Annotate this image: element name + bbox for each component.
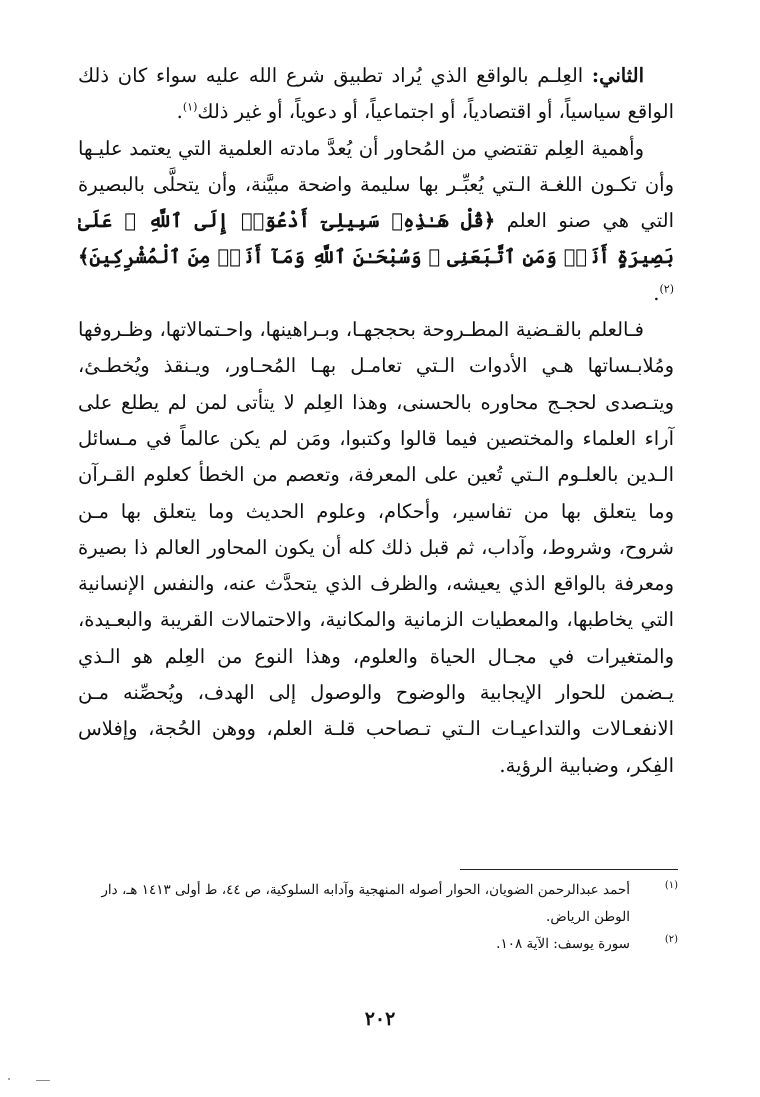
main-text [78,58,674,784]
paragraph-1-lead: الثاني: [591,64,644,87]
scan-speck [36,1080,50,1081]
footnote-1 [78,877,678,931]
paragraph-1-text: العِلـم بالواقع الذي يُراد تطبيق شرع الله عليه سواء كان ذلك الواقع سياسياً، أو اقتصادياً، أو اجتماعياً، أو دعوياً، أو غير ذلك [78,64,674,124]
footnote-number: (١) [664,880,678,891]
scan-speck [8,1078,10,1080]
footnote-2 [78,931,678,958]
page-number: ٢٠٢ [364,1008,396,1030]
footnotes [78,877,678,958]
quran-verse: ﴿قُلْ هَـٰذِهِۦ سَبِيلِىٓ أَدْعُوٓا۟ إِلَى ٱللَّهِ ۚ عَلَىٰ بَصِيرَةٍ أَنَا۠ وَمَنِ ٱتَّبَعَنِى ۖ وَسُبْحَـٰنَ ٱللَّهِ وَمَآ أَنَا۠ مِنَ ٱلْمُشْرِكِينَ﴾ [78,209,674,269]
paragraph-2 [78,131,674,312]
paragraph-3-text: فـالعلم بالقـضية المطـروحة بحججهـا، وبـراهينها، واحـتمالاتها، وظـروفها ومُلابـساتها هـي الأدوات الـتي تعامـل بهـا المُحـاور، ويـنقذ ويُخطـئ، ويتـصدى لحجـج محاوره بالحسنى، وهذا العِلم لا يتأتى لمن لم يطلع على آراء العلماء والمختصين فيما قالوا وكتبوا، ومَن لم يكن عالماً في مـسائل الـدين بالعلـوم الـتي تُعين على المعرفة، وتعصم من الخطأ كعلوم القـرآن وما يتعلق بها من تفاسير، وأحكام، وعلوم الحديث وما يتعلق بها مـن شروح، وشروط، وآداب، ثم قبل ذلك كله أن يكون المحاور العالم ذا بصيرة ومعرفة بالواقع الذي يعيشه، والظرف الذي يتحدَّث عنه، والنفس الإنسانية التي يخاطبها، والمعطيات الزمانية والمكانية، والاحتمالات القريبة والبعـيدة، والمتغيرات في مجـال الحياة والعلوم، وهذا النوع من العِلم هو الـذي يـضمن للحوار الإيجابية والوضوح والوصول إلى الهدف، ويُحصِّنه مـن الانفعـالات والتداعيـات الـتي تـصاحب قلـة العلم، ووهن الحُجة، وإفلاس الفِكر، وضبابية الرؤية. [78,318,674,777]
paragraph-1 [78,58,674,131]
footnote-ref-1: (١) [182,100,198,114]
paragraph-3 [78,312,674,784]
footnote-text: أحمد عبدالرحمن الضويان، الحوار أصوله المنهجية وآدابه السلوكية، ص ٤٤، ط أولى ١٤١٣ هـ، دار الوطن الرياض. [101,882,630,925]
footnote-text: سورة يوسف: الآية ١٠٨. [496,936,630,952]
footnote-ref-2: (٢) [659,282,674,296]
paragraph-2-end: . [653,281,660,305]
footnote-number: (٢) [664,934,678,945]
paragraph-1-end: . [176,100,183,124]
footnote-divider [460,869,678,870]
paragraph-2-text: وأهمية العِلم تقتضي من المُحاور أن يُعدَّ مادته العلمية التي يعتمد عليـها وأن تكـون اللغـة الـتي يُعبِّـر بها سليمة واضحة مبيَّنة، وأن يتحلَّى بالبصيرة التي هي صنو العلم [78,136,674,233]
